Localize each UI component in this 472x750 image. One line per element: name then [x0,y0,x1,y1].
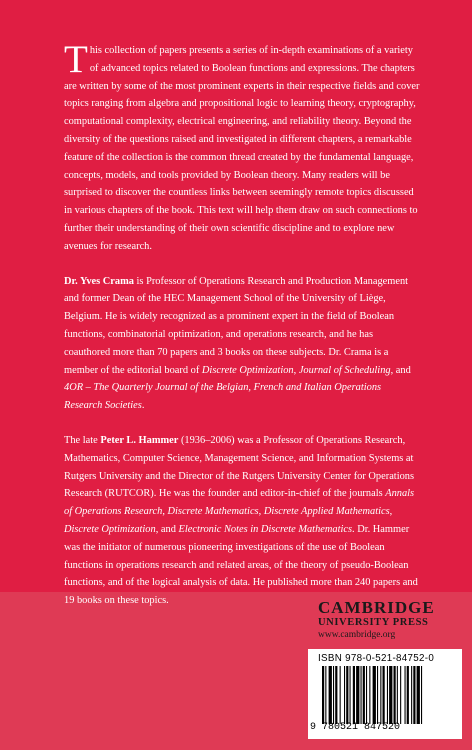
separator: , [258,506,264,518]
publisher-subtitle: UNIVERSITY PRESS [318,617,429,628]
barcode-bar [413,666,415,724]
separator: , [162,506,168,518]
barcode-bar [387,666,388,724]
publisher-url: www.cambridge.org [318,630,396,640]
hammer-bio-lead: The late [64,434,101,446]
barcode-bar [373,666,376,724]
isbn-label: ISBN 978-0-521-84752-0 [318,653,435,664]
hammer-bio [64,432,420,610]
barcode-bar [346,666,348,724]
hammer-bio-text: (1936–2006) was a Professor of Operations Research, Mathematics, Computer Science, Management Science, and Information Systems at Rutgers University and the Director of the Rutgers University Center for Operations Research (RUTCOR). He was the founder and editor-in-chief of the journals [64,434,415,500]
barcode-bar [322,666,324,724]
journal-title: Discrete Applied Mathematics [263,506,390,518]
journal-title: Annals of Operations Research [64,488,415,518]
barcode-bar [340,666,341,724]
drop-cap: T [64,38,88,81]
journal-title: Discrete Optimization [201,364,294,376]
hammer-bio-text: . Dr. Hammer was the initiator of numerous pioneering investigations of the use of Boolean functions in operations research and related areas, of the theory of pseudo-Boolean functions, and of the logical analysis of data. He published more than 240 papers and 19 books on these topics. [64,523,418,607]
barcode-bar [325,666,326,724]
separator: , [389,506,393,518]
barcode-bar [411,666,412,724]
description-text: his collection of papers presents a series of in-depth examinations of a variety of advanced topics related to Boolean functions and expressions. The chapters are written by some of the most prominent experts in their respective fields and cover topics ranging from algebra and propositional logic to learning theory, cryptography, computational complexity, electrical engineering, and reliability theory. Beyond the diversity of the questions raised and investigated in different chapters, a remarkable feature of the collection is the common thread created by the fundamental language, concepts, models, and tools provided by Boolean theory. Many readers will be surprised to discover the countless links between seemingly remote topics discussed in various chapters of the book. This text will help them draw on such connections to further their understanding of their own scientific discipline and to explore new avenues for research. [64,45,420,252]
journal-title: Discrete Mathematics [167,506,259,518]
barcode-bar [366,666,367,724]
barcode-bar [377,666,378,724]
barcode-bar [361,666,362,724]
crama-name: Dr. Yves Crama [64,275,134,287]
barcode-bar [405,666,406,724]
journal-title: Discrete Optimization [64,523,156,535]
back-cover-text [64,38,420,627]
barcode-bar [394,666,396,724]
separator: , [293,364,299,376]
barcode-bar [369,666,370,724]
crama-bio [64,273,420,415]
barcode-bar [400,666,401,724]
publisher-name: CAMBRIDGE [318,598,435,617]
separator: , and [155,523,179,535]
barcode-bar [421,666,422,724]
separator: , and [390,364,411,376]
barcode-bar [356,666,359,724]
barcode-icon [322,666,456,724]
separator: . [141,400,145,412]
barcode-bar [353,666,355,724]
journal-title: Electronic Notes in Discrete Mathematics [178,523,353,535]
description-paragraph [64,38,420,256]
publisher-logo [318,598,468,642]
barcode-bar [397,666,398,724]
barcode-bar [333,666,334,724]
barcode-bar [407,666,409,724]
barcode-bar [350,666,351,724]
barcode-bar [380,666,381,724]
barcode-bar [335,666,337,724]
barcode-bar [329,666,332,724]
barcode-digits: 9 780521 847520 [310,722,401,733]
barcode-bar [417,666,420,724]
crama-bio-text: is Professor of Operations Research and Production Management and former Dean of the HEC Management School of the University of Liège, Belgium. He is widely recognized as a prominent expert in the field of Boolean functions, combinatorial optimization, and operations research, and he has coauthored more than 70 papers and 3 books on these subjects. Dr. Crama is a member of the editorial board of [64,275,409,376]
barcode-panel [308,649,462,739]
barcode-bar [383,666,385,724]
journal-title: 4OR – The Quarterly Journal of the Belgian, French and Italian Operations Research Societies [64,382,382,412]
barcode-bar [344,666,345,724]
barcode-bar [363,666,365,724]
hammer-name: Peter L. Hammer [100,434,179,446]
barcode-bar [389,666,392,724]
journal-title: Journal of Scheduling [298,364,391,376]
